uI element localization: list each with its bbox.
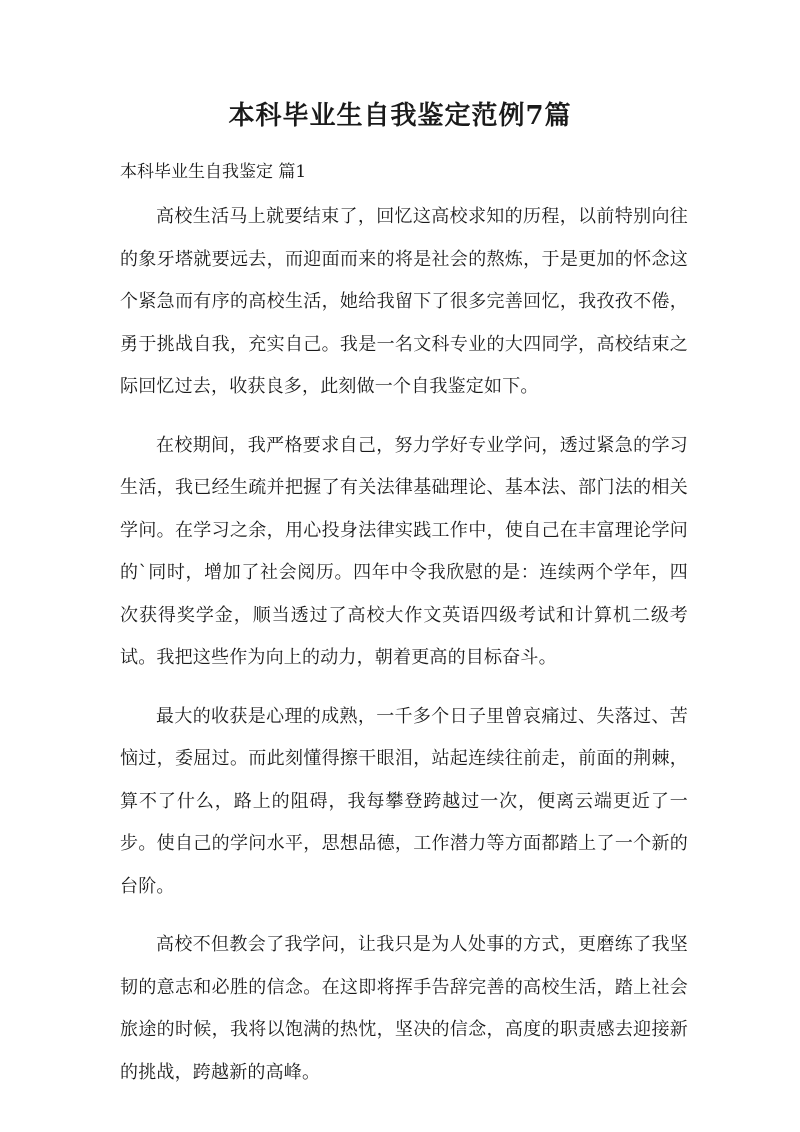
paragraph-2: 在校期间，我严格要求自己，努力学好专业学问，透过紧急的学习生活，我已经生疏并把握了有关法律基础理论、基本法、部门法的相关学问。在学习之余，用心投身法律实践工作中，使自己在丰富理论学问的`同时，增加了社会阅历。四年中令我欣慰的是：连续两个学年，四次获得奖学金，顺当透过了高校大作文英语四级考试和计算机二级考试。我把这些作为向上的动力，朝着更高的目标奋斗。	[120, 434, 688, 668]
paragraph-1: 高校生活马上就要结束了，回忆这高校求知的历程，以前特别向往的象牙塔就要远去，而迎面而来的将是社会的熬炼，于是更加的怀念这个紧急而有序的高校生活，她给我留下了很多完善回忆，我孜孜不倦，勇于挑战自我，充实自己。我是一名文科专业的大四同学，高校结束之际回忆过去，收获良多，此刻做一个自我鉴定如下。	[120, 206, 688, 397]
paragraph-4: 高校不但教会了我学问，让我只是为人处事的方式，更磨练了我坚韧的意志和必胜的信念。在这即将挥手告辞完善的高校生活，踏上社会旅途的时候，我将以饱满的热忱，坚决的信念，高度的职责感去迎接新的挑战，跨越新的高峰。	[120, 934, 688, 1083]
document-body	[120, 196, 688, 1110]
paragraph-3: 最大的收获是心理的成熟，一千多个日子里曾哀痛过、失落过、苦恼过，委屈过。而此刻懂得擦干眼泪，站起连续往前走，前面的荆棘，算不了什么，路上的阻碍，我每攀登跨越过一次，便离云端更近了一步。使自己的学问水平，思想品德，工作潜力等方面都踏上了一个新的台阶。	[120, 705, 688, 897]
section-heading: 本科毕业生自我鉴定 篇1	[120, 162, 307, 182]
document-title: 本科毕业生自我鉴定范例7篇	[228, 101, 572, 131]
